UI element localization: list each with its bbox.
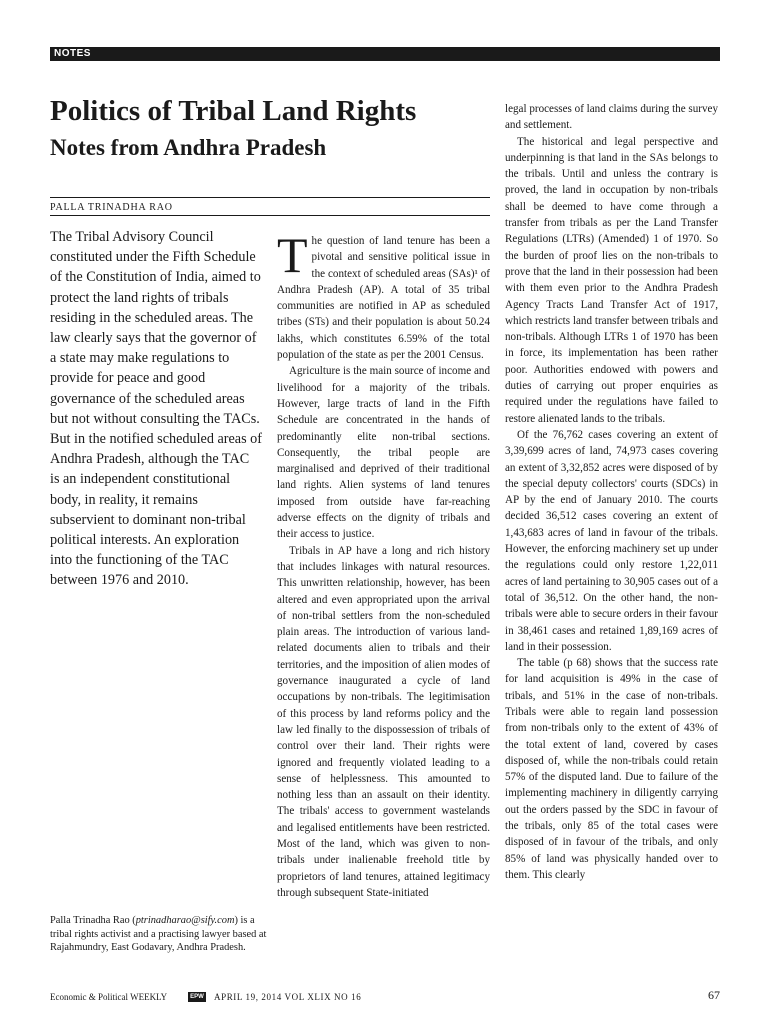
bio-email: ptrinadharao@sify.com — [135, 915, 235, 926]
body-column-right — [505, 101, 718, 883]
body-text: he question of land tenure has been a pivotal and sensitive political issue in the context of scheduled areas (SAs)¹ of Andhra Pradesh (AP). A total of 35 tribal communities are notified in AP as scheduled tribes (STs) and their population is about 50.24 lakhs, which constitutes 6.59% of the total population of the state as per the 2001 Census. — [277, 235, 490, 362]
body-paragraph: The table (p 68) shows that the success rate for land acquisition is 49% in the case of tribals, and 51% in the case of non-tribals. Tribals were able to regain land possession from non-tribals only to the extent of 43% of the total extent of land, covered by cases disposed of, while the non-tribals could retain 57% of the disputed land. Due to failure of the implementing machinery in diligently carrying out the orders passed by the SDC in favour of the tribals, only 85 of the total cases were disposed of in favour of the tribals, and only 85% of land was physically handed over to them. This clearly — [505, 657, 718, 881]
article-title: Politics of Tribal Land Rights — [50, 95, 417, 127]
bio-rest: ) is a tribal rights activist and a practising lawyer based at Rajahmundry, East Godavary, Andhra Pradesh. — [50, 915, 267, 953]
epw-logo: EPW — [188, 992, 206, 1002]
body-paragraph: The historical and legal perspective and underpinning is that land in the SAs belongs to the tribals. Until and unless the contrary is proved, the land in occupation by non-tribals shall be deemed to have come through a transfer from tribals as per the Land Transfer Regulations (LTRs) (Amended) 1 of 1970. So the burden of proof lies on the non-tribals to prove that the land in their possession had been with them even prior to the Andhra Pradesh Agency Tracts Land Transfer Act of 1917, which restricts land transfer between tribals and non-tribals. Although LTRs 1 of 1970 has been in force, its implementation has been rather poor. Authorities endowed with powers and duties of carrying out proper enquiries as required under the regulations have failed to restore alienated lands to the tribals. — [505, 135, 718, 425]
author-byline: PALLA TRINADHA RAO — [50, 202, 173, 213]
bio-name: Palla Trinadha Rao ( — [50, 915, 136, 926]
title-rule — [50, 197, 490, 198]
body-paragraph: Agriculture is the main source of income and livelihood for a majority of the tribals. However, large tracts of land in the Fifth Schedule are concentrated in the hands of predominantly elite non-tribal sections. Consequently, the tribal people are marginalised and deprived of their traditional land rights. Alien systems of land tenures imposed from outside have far-reaching adverse effects on the dignity of tribals and their access to justice. — [277, 365, 490, 541]
page-number: 67 — [708, 988, 720, 1002]
author-rule — [50, 215, 490, 216]
body-column-middle — [277, 227, 490, 901]
abstract — [50, 227, 262, 591]
body-paragraph: legal processes of land claims during the survey and settlement. — [505, 103, 718, 132]
page-footer — [50, 990, 720, 1004]
body-paragraph: Tribals in AP have a long and rich history that includes linkages with natural resources. This unwritten relationship, however, has been altered and even appropriated upon the arrival of non-tribal settlers from the non-scheduled plain areas. The introduction of various land-related documents alien to tribals and their territories, and the imposition of alien modes of governance inaugurated a cycle of land occupations by non-tribals. The legitimisation of this process by land reforms policy and the law led finally to the dispossession of tribals of control over their land. Their rights were ignored and frequently violated leading to a sense of helplessness. This amounted to nothing less than an assault on their identity. The tribals' access to government wastelands and legalised entitlements have been restricted. Most of the land, which was given to non-tribals under inalienable freehold title by proprietors of land tenures, attained legitimacy through subsequent State-initiated — [277, 544, 490, 899]
issue-info: APRIL 19, 2014 VOL XLIX NO 16 — [214, 992, 362, 1002]
drop-cap: T — [277, 227, 308, 283]
body-paragraph: Of the 76,762 cases covering an extent of 3,39,699 acres of land, 74,973 cases covering an extent of 3,32,852 acres were disposed of by the special deputy collectors' courts (SDCs) in AP by the end of January 2010. The courts decided 36,512 cases covering an extent of 1,43,683 acres of land in favour of the tribals. However, the enforcing machinery set up under the regulations could only restore 1,22,011 acres of land pertaining to 30,905 cases out of a total of 36,512. On the other hand, the non-tribals were able to secure orders in their favour in 38,461 cases and retained 1,89,169 acres of land in their possession. — [505, 428, 718, 653]
abstract-paragraph: But in the notified scheduled areas of Andhra Pradesh, although the TAC is an independent constitutional body, in reality, it remains subservient to dominant non-tribal political interests. An exploration into the functioning of the TAC between 1976 and 2010. — [50, 431, 262, 589]
body-paragraph — [277, 227, 490, 363]
section-tag: NOTES — [50, 47, 720, 61]
abstract-paragraph: The Tribal Advisory Council constituted under the Fifth Schedule of the Constitution of India, aimed to protect the land rights of tribals residing in the scheduled areas. The law clearly says that the governor of a state may make regulations to provide for peace and good governance of the scheduled areas but not without consulting the TACs. — [50, 229, 261, 427]
author-bio — [50, 914, 270, 955]
article-subtitle: Notes from Andhra Pradesh — [50, 135, 327, 160]
journal-name: Economic & Political WEEKLY — [50, 992, 168, 1002]
